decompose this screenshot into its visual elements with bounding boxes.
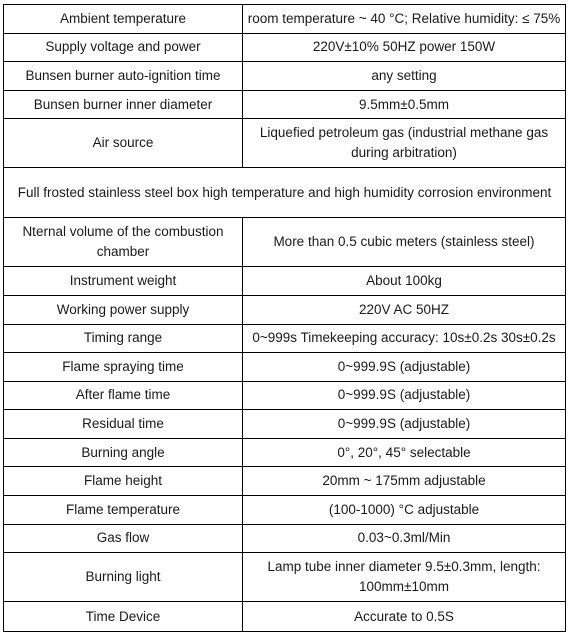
spec-value: Lamp tube inner diameter 9.5±0.3mm, length: 100mm±10mm	[243, 553, 566, 602]
table-row	[4, 438, 566, 467]
spec-value: 0~999.9S (adjustable)	[243, 353, 566, 382]
spec-value: room temperature ~ 40 °C; Relative humidity: ≤ 75%	[243, 5, 566, 34]
table-row	[4, 467, 566, 496]
spec-label: Residual time	[4, 410, 243, 439]
spec-label: Flame height	[4, 467, 243, 496]
spec-label: Burning angle	[4, 438, 243, 467]
spec-value: 9.5mm±0.5mm	[243, 90, 566, 119]
spec-label: Flame spraying time	[4, 353, 243, 382]
table-row	[4, 353, 566, 382]
table-row	[4, 553, 566, 602]
table-row	[4, 267, 566, 296]
table-row	[4, 5, 566, 34]
spec-label: Time Device	[4, 602, 243, 632]
spec-value: 20mm ~ 175mm adjustable	[243, 467, 566, 496]
table-row	[4, 324, 566, 353]
spec-label: Bunsen burner inner diameter	[4, 90, 243, 119]
table-row	[4, 90, 566, 119]
spec-value: Accurate to 0.5S	[243, 602, 566, 632]
table-row	[4, 410, 566, 439]
table-row	[4, 496, 566, 525]
spec-value: 0°, 20°, 45° selectable	[243, 438, 566, 467]
spec-value: 0~999.9S (adjustable)	[243, 381, 566, 410]
spec-value: 0~999.9S (adjustable)	[243, 410, 566, 439]
spec-label: After flame time	[4, 381, 243, 410]
table-row	[4, 602, 566, 632]
spec-value: More than 0.5 cubic meters (stainless steel)	[243, 218, 566, 267]
spec-table	[3, 4, 566, 632]
table-row	[4, 119, 566, 168]
spec-value: About 100kg	[243, 267, 566, 296]
spec-label: Burning light	[4, 553, 243, 602]
spec-label: Flame temperature	[4, 496, 243, 525]
table-row	[4, 381, 566, 410]
table-row	[4, 218, 566, 267]
table-row	[4, 524, 566, 553]
spec-label: Supply voltage and power	[4, 33, 243, 62]
spec-value: 0.03~0.3ml/Min	[243, 524, 566, 553]
spec-value: Liquefied petroleum gas (industrial methane gas during arbitration)	[243, 119, 566, 168]
spec-label: Air source	[4, 119, 243, 168]
spec-label: Bunsen burner auto-ignition time	[4, 62, 243, 91]
spec-value: any setting	[243, 62, 566, 91]
table-row	[4, 62, 566, 91]
table-row	[4, 295, 566, 324]
spec-value: 220V AC 50HZ	[243, 295, 566, 324]
spec-value: 220V±10% 50HZ power 150W	[243, 33, 566, 62]
spec-full-row: Full frosted stainless steel box high temperature and high humidity corrosion environment	[4, 168, 566, 218]
spec-label: Ambient temperature	[4, 5, 243, 34]
spec-value: 0~999s Timekeeping accuracy: 10s±0.2s 30s±0.2s	[243, 324, 566, 353]
spec-label: Timing range	[4, 324, 243, 353]
table-row	[4, 33, 566, 62]
spec-label: Nternal volume of the combustion chamber	[4, 218, 243, 267]
spec-label: Working power supply	[4, 295, 243, 324]
spec-value: (100-1000) °C adjustable	[243, 496, 566, 525]
spec-label: Instrument weight	[4, 267, 243, 296]
spec-label: Gas flow	[4, 524, 243, 553]
table-row	[4, 168, 566, 218]
